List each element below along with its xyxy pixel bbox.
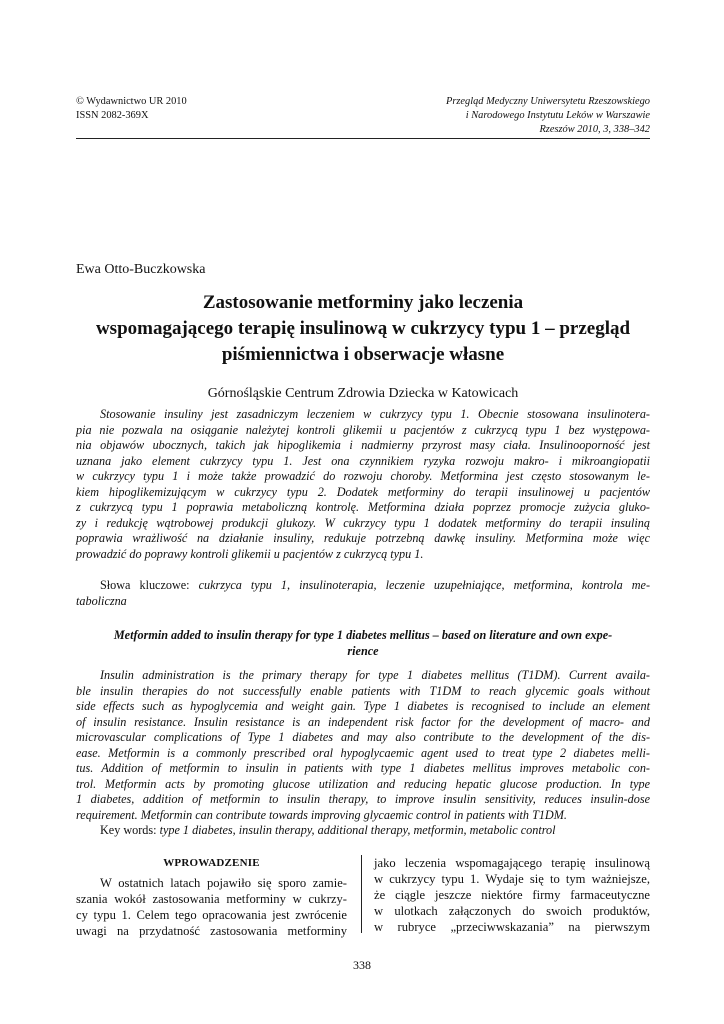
section-heading-introduction: WPROWADZENIE <box>163 857 260 869</box>
title-line-1: Zastosowanie metforminy jako leczenia <box>202 292 524 313</box>
issn-line: ISSN 2082-369X <box>76 110 149 121</box>
abstract-en-line: trol. Metformin acts by promoting glucose utilization and reducing hepatic glucose production. In type <box>76 776 650 791</box>
intro-line: W ostatnich latach pojawiło się sporo zamie- <box>100 876 347 890</box>
intro-line: w ulotkach załączonych do swoich produktów, <box>374 904 650 918</box>
abstract-en-line: side effects such as hypoglycemia and weight gain. Type 1 diabetes is recognised to include an element <box>76 699 650 713</box>
abstract-polish <box>76 407 650 562</box>
intro-line: w cukrzycy typu 1. Wydaje się to tym ważniejsze, <box>374 872 650 886</box>
abstract-pl-line: w cukrzycy typu 1 i może także prowadzić do rozwoju choroby. Metformina jest często stosowanym le- <box>76 469 650 483</box>
keywords-english <box>76 823 650 839</box>
intro-line: w rubryce „przeciwwskazania” na pierwszym <box>374 920 650 934</box>
keywords-pl-label: Słowa kluczowe: <box>100 578 190 592</box>
keywords-pl-text: cukrzyca typu 1, insulinoterapia, leczenie uzupełniające, metformina, kontrola me- <box>198 578 650 592</box>
page-number: 338 <box>353 958 371 972</box>
abstract-pl-line: kiem hipoglikemizującym w cukrzycy typu 2. Dodatek metforminy do terapii insulinowej u pacjentów <box>76 484 650 499</box>
journal-info <box>446 95 650 137</box>
keywords-en-line <box>76 823 650 839</box>
paper-title <box>76 290 650 368</box>
intro-line: że ciągle jeszcze niektóre firmy farmaceutyczne <box>374 888 650 902</box>
journal-citation: Rzeszów 2010, 3, 338–342 <box>539 124 650 135</box>
keywords-en-text: type 1 diabetes, insulin therapy, additional therapy, metformin, metabolic control <box>159 823 556 837</box>
english-title <box>76 628 650 659</box>
intro-column-left <box>76 855 347 939</box>
affiliation: Górnośląskie Centrum Zdrowia Dziecka w Katowicach <box>207 386 519 401</box>
title-line-3: piśmiennictwa i obserwacje własne <box>221 344 505 365</box>
keywords-pl-line-2: taboliczna <box>76 593 127 608</box>
abstract-en-line: ble insulin therapies do not successfully enable patients with T1DM to reach glycemic goals without <box>76 683 650 698</box>
abstract-en-line: ease. Metformin is a commonly prescribed oral hypoglycaemic agent used to treat type 2 diabetes melli- <box>76 745 650 760</box>
intro-line: uwagi na przydatność zastosowania metforminy <box>76 924 347 938</box>
english-title-line-2: rience <box>347 643 379 658</box>
journal-name-line-1: Przegląd Medyczny Uniwersytetu Rzeszowskiego <box>445 96 650 107</box>
keywords-polish <box>76 578 650 609</box>
abstract-pl-line: uznana jako element cukrzycy typu 1. Jest ona czynnikiem ryzyka rozwoju makro- i mikroangiopatii <box>76 453 650 468</box>
abstract-english <box>76 668 650 823</box>
intro-line: jako leczenia wspomagającego terapię insulinową <box>374 856 650 870</box>
abstract-pl-line: pia nie pozwala na osiąganie należytej kontroli glikemii u pacjentów z cukrzycą typu 1 bez występowa- <box>76 422 650 437</box>
journal-name-line-2: i Narodowego Instytutu Leków w Warszawie <box>465 110 650 121</box>
abstract-pl-line: z cukrzycą typu 1 poprawia metaboliczną kontrolę. Metformina działa poprzez promocje zużycia gluko- <box>76 500 650 514</box>
intro-line: szania wokół zastosowania metforminy w cukrzy- <box>76 892 347 906</box>
abstract-pl-line: nia objawów ubocznych, takich jak hipoglikemia i nadmierny przyrost masy ciała. Insulinooporność jest <box>76 438 650 452</box>
author-name: Ewa Otto-Buczkowska <box>76 262 206 277</box>
column-divider <box>361 855 362 933</box>
title-line-2: wspomagającego terapię insulinową w cukrzycy typu 1 – przegląd <box>95 318 631 339</box>
copyright-line: © Wydawnictwo UR 2010 <box>76 96 187 107</box>
abstract-pl-line: prowadzić do poprawy kontroli glikemii u pacjentów z cukrzycą typu 1. <box>76 546 424 561</box>
abstract-pl-line: Stosowanie insuliny jest zasadniczym leczeniem w cukrzycy typu 1. Obecnie stosowana insulinotera- <box>100 407 650 421</box>
abstract-en-line: requirement. Metformin can contribute towards improving glycaemic control in patients with T1DM. <box>76 807 567 822</box>
keywords-en-label: Key words: <box>100 823 157 837</box>
abstract-en-line: microvascular complications of Type 1 diabetes and may also contribute to the development of the dis- <box>76 730 650 744</box>
abstract-pl-line: poprawia wrażliwość na działanie insuliny, redukuje potrzebną dawkę insuliny. Metformina może więc <box>76 531 650 545</box>
abstract-pl-line: zy i redukcję wątrobowej produkcji glukozy. W cukrzycy typu 1 dodatek metforminy do terapii insuliną <box>76 515 650 530</box>
publisher-info <box>76 95 187 123</box>
abstract-en-line: Insulin administration is the primary therapy for type 1 diabetes mellitus (T1DM). Current availa- <box>100 668 650 682</box>
intro-column-right <box>374 855 650 935</box>
keywords-pl-line-1 <box>76 578 650 594</box>
english-title-line-1: Metformin added to insulin therapy for type 1 diabetes mellitus – based on literature and own expe- <box>113 628 613 642</box>
abstract-en-line: 1 diabetes, addition of metformin to insulin therapy, to improve insulin sensitivity, reduces insulin-dose <box>76 792 650 806</box>
intro-line: cy typu 1. Celem tego opracowania jest zwrócenie <box>76 908 347 922</box>
abstract-en-line: tus. Addition of metformin to insulin in patients with type 1 diabetes mellitus improves metabolic con- <box>76 761 650 775</box>
abstract-en-line: of insulin resistance. Insulin resistance is an independent risk factor for the development of macro- and <box>76 714 650 729</box>
header-divider <box>76 138 650 139</box>
